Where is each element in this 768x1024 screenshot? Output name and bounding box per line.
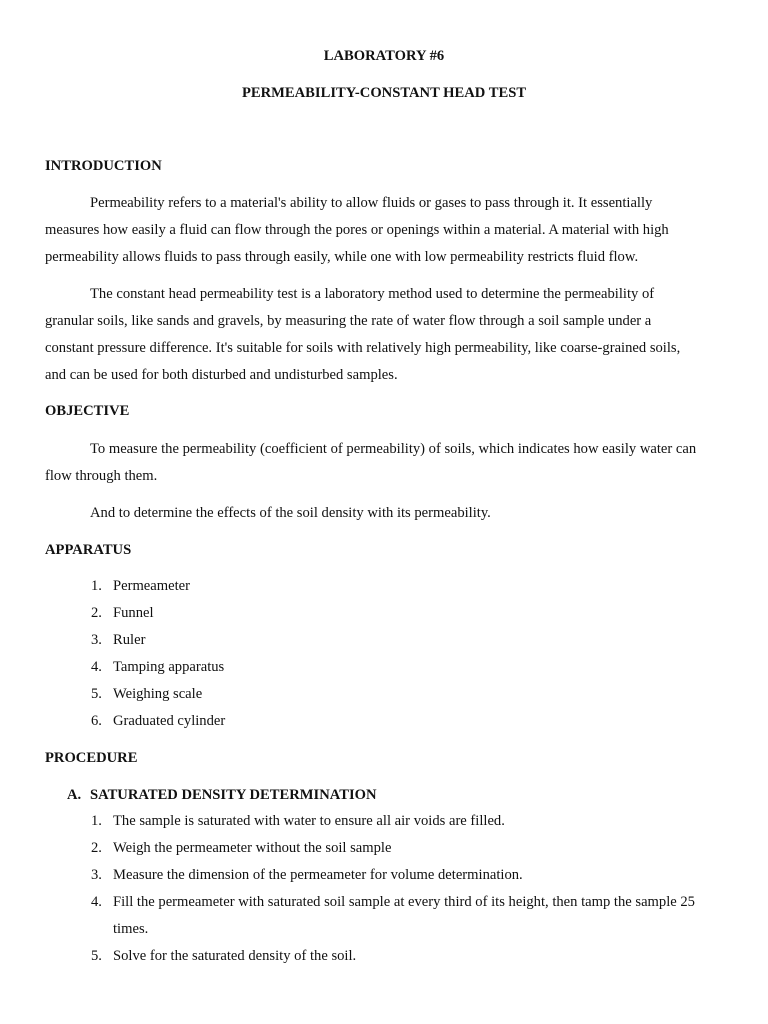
apparatus-item: Tamping apparatus xyxy=(113,659,225,675)
intro-p1-line: Permeability refers to a material's ability to allow fluids or gases to pass through it. It essentially xyxy=(90,195,653,211)
procedure-step-number: 5. xyxy=(91,948,102,964)
procedure-step: Fill the permeameter with saturated soil sample at every third of its height, then tamp the sample 25 xyxy=(113,894,695,910)
intro-p1-line: permeability allows fluids to pass through easily, while one with low permeability restricts fluid flow. xyxy=(45,249,639,265)
apparatus-item: Graduated cylinder xyxy=(113,713,226,729)
intro-p2-line: The constant head permeability test is a laboratory method used to determine the permeability of xyxy=(90,286,655,302)
document-subtitle: PERMEABILITY-CONSTANT HEAD TEST xyxy=(241,85,527,101)
procedure-heading: PROCEDURE xyxy=(45,750,138,766)
apparatus-item: Permeameter xyxy=(113,578,190,594)
procedure-step-continuation: times. xyxy=(113,921,149,937)
apparatus-item: Funnel xyxy=(113,605,154,621)
procedure-sub-heading: SATURATED DENSITY DETERMINATION xyxy=(90,787,377,803)
intro-p2-line: and can be used for both disturbed and undisturbed samples. xyxy=(45,367,398,383)
procedure-step-number: 1. xyxy=(91,813,102,829)
intro-p1-line: measures how easily a fluid can flow through the pores or openings within a material. A material with high xyxy=(45,222,669,238)
procedure-sub-letter: A. xyxy=(67,787,82,803)
procedure-step: Measure the dimension of the permeameter for volume determination. xyxy=(113,867,523,883)
objective-p1-line: To measure the permeability (coefficient of permeability) of soils, which indicates how easily water can xyxy=(90,441,697,457)
apparatus-number: 3. xyxy=(91,632,102,648)
procedure-step: Solve for the saturated density of the soil. xyxy=(113,948,357,964)
apparatus-heading: APPARATUS xyxy=(45,542,132,558)
procedure-step: The sample is saturated with water to ensure all air voids are filled. xyxy=(113,813,505,829)
apparatus-item: Ruler xyxy=(113,632,146,648)
introduction-heading: INTRODUCTION xyxy=(45,158,162,174)
objective-p2: And to determine the effects of the soil density with its permeability. xyxy=(90,505,491,521)
apparatus-number: 4. xyxy=(91,659,102,675)
apparatus-number: 1. xyxy=(91,578,102,594)
intro-p2-line: constant pressure difference. It's suitable for soils with relatively high permeability, like coarse-grained soils, xyxy=(45,340,681,356)
apparatus-item: Weighing scale xyxy=(113,686,203,702)
intro-p2-line: granular soils, like sands and gravels, by measuring the rate of water flow through a soil sample under a xyxy=(45,313,652,329)
apparatus-number: 5. xyxy=(91,686,102,702)
procedure-step-number: 3. xyxy=(91,867,102,883)
procedure-step-number: 4. xyxy=(91,894,102,910)
document-title: LABORATORY #6 xyxy=(323,48,445,64)
apparatus-number: 6. xyxy=(91,713,102,729)
apparatus-number: 2. xyxy=(91,605,102,621)
procedure-step: Weigh the permeameter without the soil sample xyxy=(113,840,392,856)
objective-p1-line: flow through them. xyxy=(45,468,158,484)
procedure-step-number: 2. xyxy=(91,840,102,856)
objective-heading: OBJECTIVE xyxy=(45,403,130,419)
